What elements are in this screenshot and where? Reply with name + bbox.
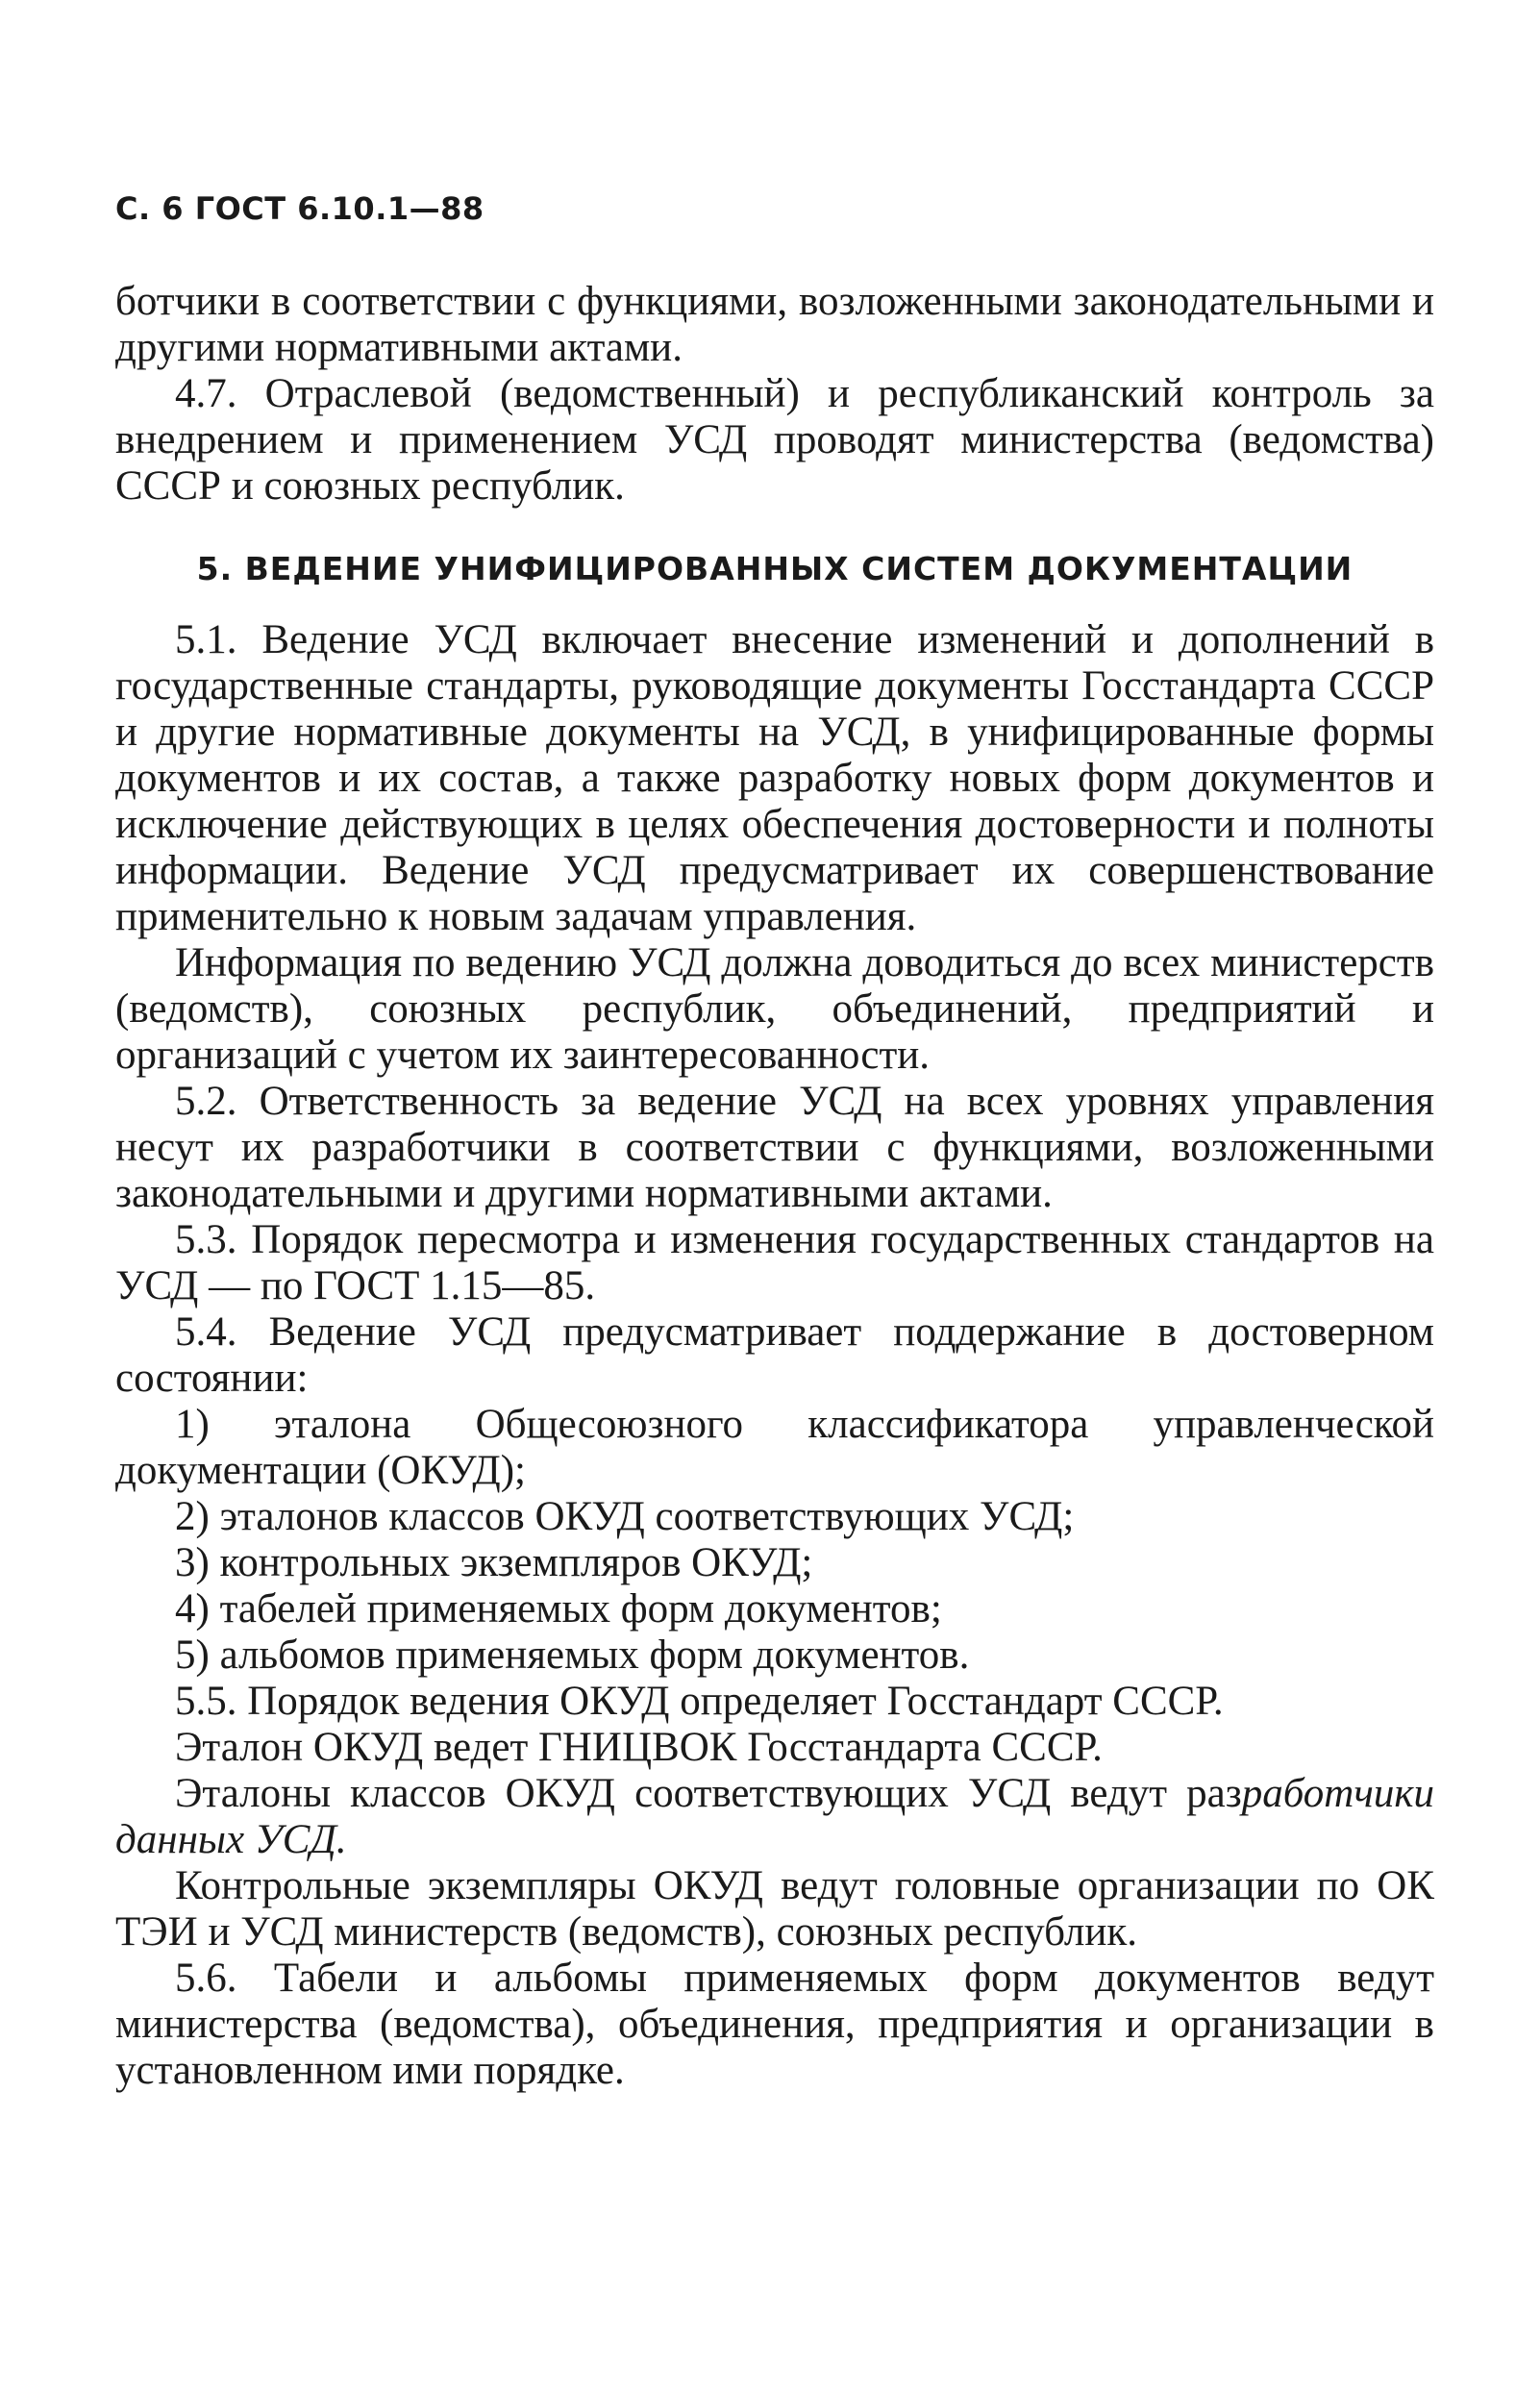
paragraph-information: Информация по ведению УСД должна доводиться до всех министерств (ведомств), союзных республик, объединений, предприятий и организаций с учетом их заинтересованности. [115,940,1434,1078]
paragraph-control-copies: Контрольные экземпляры ОКУД ведут головные организации по ОК ТЭИ и УСД министерств (ведомств), союзных республик. [115,1863,1434,1955]
paragraph-etalony-klassov [115,1771,1434,1863]
section-5-body [115,617,1434,2094]
page-header: С. 6 ГОСТ 6.10.1—88 [115,190,484,227]
paragraph-etalon-okud: Эталон ОКУД ведет ГНИЦВОК Госстандарта СССР. [175,1725,1103,1770]
continuation-block [115,279,1434,510]
paragraph-5-3: 5.3. Порядок пересмотра и изменения государственных стандартов на УСД — по ГОСТ 1.15—85. [115,1217,1434,1308]
etalony-text: Эталоны классов ОКУД соответствующих УСД ведут раз [175,1771,1242,1816]
paragraph-4-7: 4.7. Отраслевой (ведомственный) и республиканский контроль за внедрением и применением УСД проводят министерства (ведомства) СССР и союзных республик. [115,371,1434,509]
list-item: 4) табелей применяемых форм документов; [175,1586,942,1632]
etalony-italic-text: работчики данных УСД. [115,1771,1434,1862]
list-item: 3) контрольных экземпляров ОКУД; [175,1540,813,1585]
paragraph-continuation: ботчики в соответствии с функциями, возложенными законодательными и другими нормативными актами. [115,279,1434,370]
section-5-heading: 5. ВЕДЕНИЕ УНИФИЦИРОВАННЫХ СИСТЕМ ДОКУМЕНТАЦИИ [196,550,1354,587]
paragraph-5-1: 5.1. Ведение УСД включает внесение изменений и дополнений в государственные стандарты, руководящие документы Госстандарта СССР и другие нормативные документы на УСД, в унифицированные формы документов и их состав, а также разработку новых форм документов и исключение действующих в целях обеспечения достоверности и полноты информации. Ведение УСД предусматривает их совершенствование применительно к новым задачам управления. [115,617,1434,939]
paragraph-5-2: 5.2. Ответственность за ведение УСД на всех уровнях управления несут их разработчики в соответствии с функциями, возложенными законодательными и другими нормативными актами. [115,1079,1434,1216]
paragraph-5-6: 5.6. Табели и альбомы применяемых форм документов ведут министерства (ведомства), объединения, предприятия и организации в установленном ими порядке. [115,1956,1434,2093]
paragraph-5-4: 5.4. Ведение УСД предусматривает поддержание в достоверном состоянии: [115,1309,1434,1401]
paragraph-5-5: 5.5. Порядок ведения ОКУД определяет Госстандарт СССР. [175,1679,1224,1724]
list-item: 2) эталонов классов ОКУД соответствующих УСД; [175,1494,1075,1539]
list-item: 1) эталона Общесоюзного классификатора управленческой документации (ОКУД); [115,1402,1434,1493]
list-item: 5) альбомов применяемых форм документов. [175,1632,970,1678]
